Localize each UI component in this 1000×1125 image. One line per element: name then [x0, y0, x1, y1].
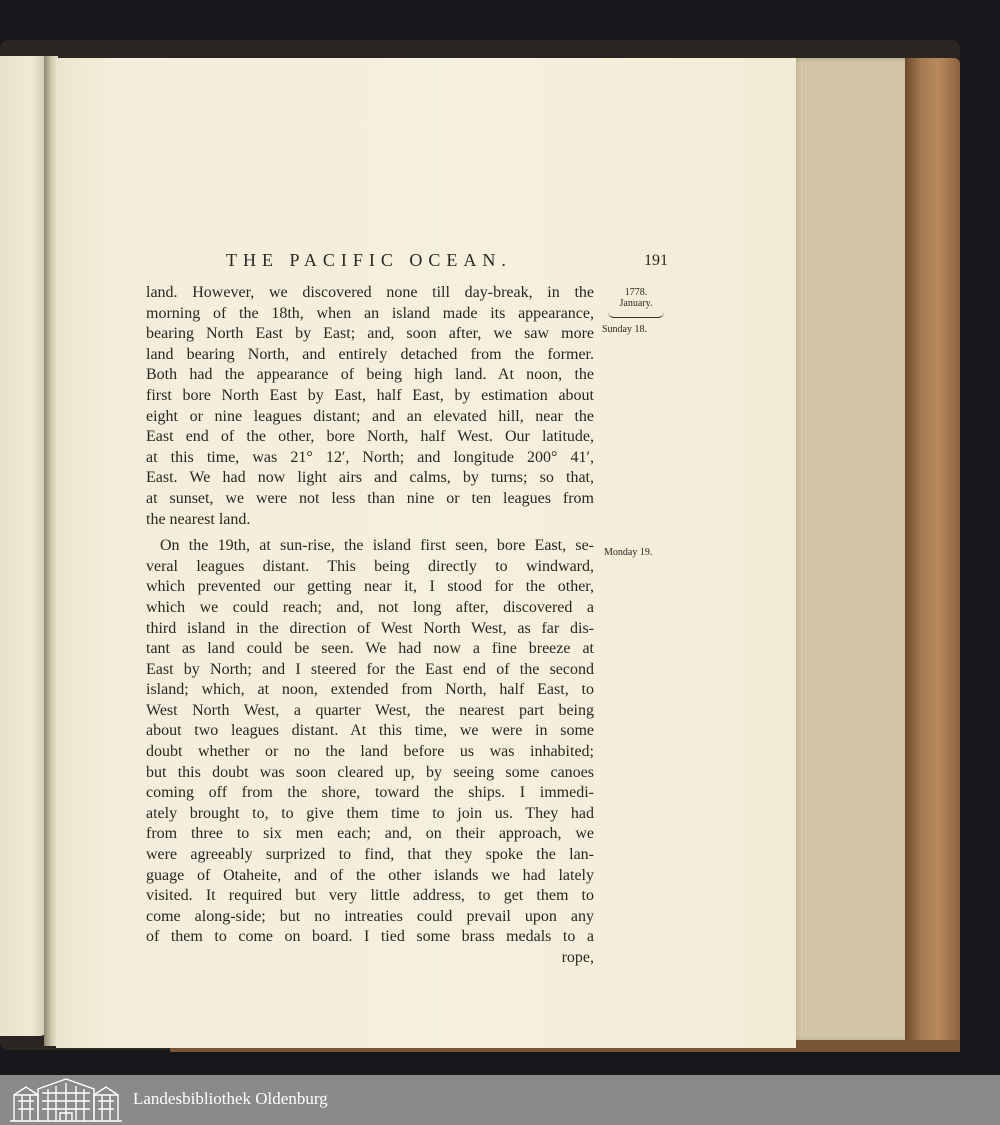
library-name[interactable]: Landesbibliothek Oldenburg [133, 1089, 328, 1108]
margin-year-note [604, 287, 668, 318]
running-title: THE PACIFIC OCEAN. [226, 250, 512, 270]
text-line: of them to come on board. I tied some brass medals to a [146, 928, 594, 946]
margin-date-sunday: Sunday 18. [602, 324, 647, 335]
page-number: 191 [644, 252, 668, 269]
text-line: coming off from the shore, toward the ships. I immedi- [146, 784, 594, 802]
text-line: East. We had now light airs and calms, by turns; so that, [146, 469, 594, 487]
library-building-icon[interactable] [8, 1077, 124, 1123]
right-page [56, 58, 796, 1048]
text-line: were agreeably surprized to find, that they spoke the lan- [146, 846, 594, 864]
margin-month: January. [619, 298, 653, 309]
running-head [56, 250, 796, 274]
text-line: On the 19th, at sun-rise, the island first seen, bore East, se- [160, 537, 594, 555]
text-line: which we could reach; and, not long after, discovered a [146, 598, 594, 616]
text-line: bearing North East by East; and, soon after, we saw more [146, 325, 594, 343]
text-line: East end of the other, bore North, half West. Our latitude, [146, 428, 594, 446]
leather-cover-edge [905, 58, 960, 1044]
text-line: West North West, a quarter West, the nearest part being [146, 701, 594, 719]
text-line: from three to six men each; and, on their approach, we [146, 825, 594, 843]
margin-brace [608, 311, 664, 318]
margin-year: 1778. [624, 287, 648, 298]
text-line: tant as land could be seen. We had now a fine breeze at [146, 640, 594, 658]
text-line: land bearing North, and entirely detached from the former. [146, 345, 594, 363]
text-line: third island in the direction of West North West, as far dis- [146, 619, 594, 637]
text-line: morning of the 18th, when an island made its appearance, [146, 304, 594, 322]
text-line: come along-side; but no intreaties could prevail upon any [146, 907, 594, 925]
text-line: land. However, we discovered none till day-break, in the [146, 284, 594, 301]
text-line: at this time, was 21° 12′, North; and longitude 200° 41′, [146, 448, 594, 466]
text-line: ately brought to, to give them time to join us. They had [146, 804, 594, 822]
margin-date-monday: Monday 19. [604, 547, 653, 558]
text-line: doubt whether or no the land before us was inhabited; [146, 743, 594, 761]
text-line: at sunset, we were not less than nine or ten leagues from [146, 489, 594, 507]
text-line: veral leagues distant. This being directly to windward, [146, 557, 594, 575]
body-text [146, 283, 594, 969]
text-line: visited. It required but very little address, to get them to [146, 887, 594, 905]
catchword: rope, [561, 949, 594, 966]
text-line: guage of Otaheite, and of the other islands we had lately [146, 866, 594, 884]
text-line: the nearest land. [146, 510, 251, 528]
text-line: East by North; and I steered for the East end of the second [146, 660, 594, 678]
text-line: first bore North East by East, half East, by estimation about [146, 386, 594, 404]
text-line: Both had the appearance of being high land. At noon, the [146, 366, 594, 384]
text-line: eight or nine leagues distant; and an elevated hill, near the [146, 407, 594, 425]
text-line: island; which, at noon, extended from North, half East, to [146, 681, 594, 699]
text-line: which prevented our getting near it, I stood for the other, [146, 578, 594, 596]
page-block-edges [792, 58, 910, 1042]
text-line: but this doubt was soon cleared up, by seeing some canoes [146, 763, 594, 781]
left-page-edge [0, 56, 46, 1036]
text-line: about two leagues distant. At this time, we were in some [146, 722, 594, 740]
